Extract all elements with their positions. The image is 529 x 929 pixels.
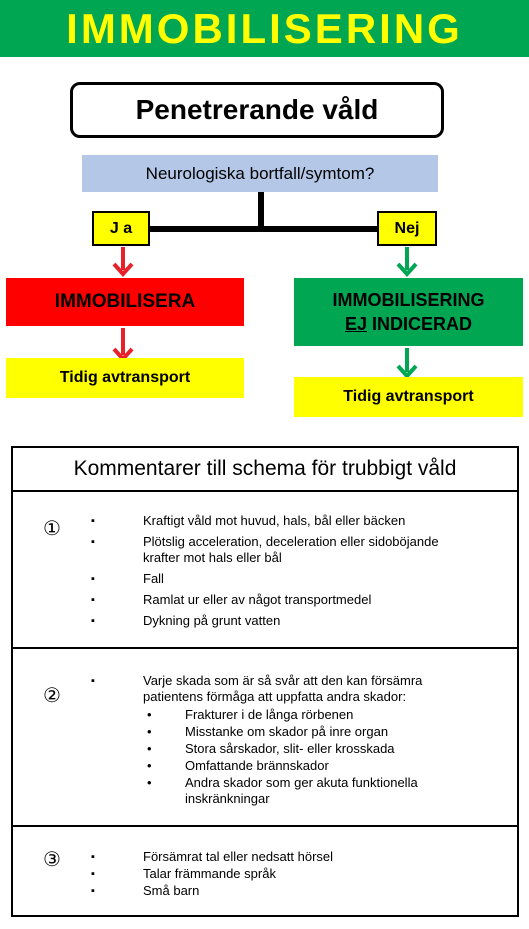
sub-list-item: • Frakturer i de långa rörbenen <box>143 707 451 723</box>
list-item: ▪ Dykning på grunt vatten <box>91 613 441 629</box>
sub-list-item: • Misstanke om skador på inre organ <box>143 724 451 740</box>
not-indicated-rest: INDICERAD <box>367 314 473 334</box>
list-item: ▪ Kraftigt våld mot huvud, hals, bål eller bäcken <box>91 513 441 529</box>
list-item: ▪ Fall <box>91 571 441 587</box>
comments-title: Kommentarer till schema för trubbigt våld <box>13 448 517 492</box>
section-2-intro: Varje skada som är så svår att den kan försämra patientens förmåga att uppfatta andra skador: <box>143 673 423 704</box>
comments-panel <box>11 446 519 917</box>
ej-underlined: EJ <box>344 314 367 334</box>
section-2-list <box>91 673 451 812</box>
penetrating-violence-box: Penetrerande våld <box>70 82 444 138</box>
section-3-list <box>91 849 441 900</box>
section-number-3: ③ <box>43 849 61 871</box>
list-item <box>91 673 451 807</box>
not-indicated-line1: IMMOBILISERING <box>332 290 485 310</box>
sub-list-item: • Andra skador som ger akuta funktionella inskränkningar <box>143 775 451 807</box>
section-2-sublist <box>143 707 451 807</box>
not-indicated-line2 <box>345 312 472 336</box>
list-item: ▪ Försämrat tal eller nedsatt hörsel <box>91 849 441 865</box>
yes-label: J a <box>92 211 150 246</box>
list-item: ▪ Plötslig acceleration, deceleration eller sidoböjande krafter mot hals eller bål <box>91 534 441 566</box>
sub-list-item: • Omfattande brännskador <box>143 758 451 774</box>
section-1-list <box>91 513 441 634</box>
section-number-2: ② <box>43 685 61 707</box>
list-item: ▪ Ramlat ur eller av något transportmedel <box>91 592 441 608</box>
immobilize-box: IMMOBILISERA <box>6 278 244 326</box>
list-item: ▪ Små barn <box>91 883 441 899</box>
comment-section-3 <box>13 829 517 915</box>
left-transport-box: Tidig avtransport <box>6 358 244 398</box>
banner-title: IMMOBILISERING <box>66 4 463 52</box>
right-transport-box: Tidig avtransport <box>294 377 523 417</box>
no-label: Nej <box>377 211 437 246</box>
section-number-1: ① <box>43 518 61 540</box>
list-item: ▪ Talar främmande språk <box>91 866 441 882</box>
comment-section-2 <box>13 651 517 827</box>
not-indicated-box <box>294 278 523 346</box>
neuro-question-box: Neurologiska bortfall/symtom? <box>82 155 438 192</box>
sub-list-item: • Stora sårskador, slit- eller krosskada <box>143 741 451 757</box>
comment-section-1 <box>13 494 517 649</box>
